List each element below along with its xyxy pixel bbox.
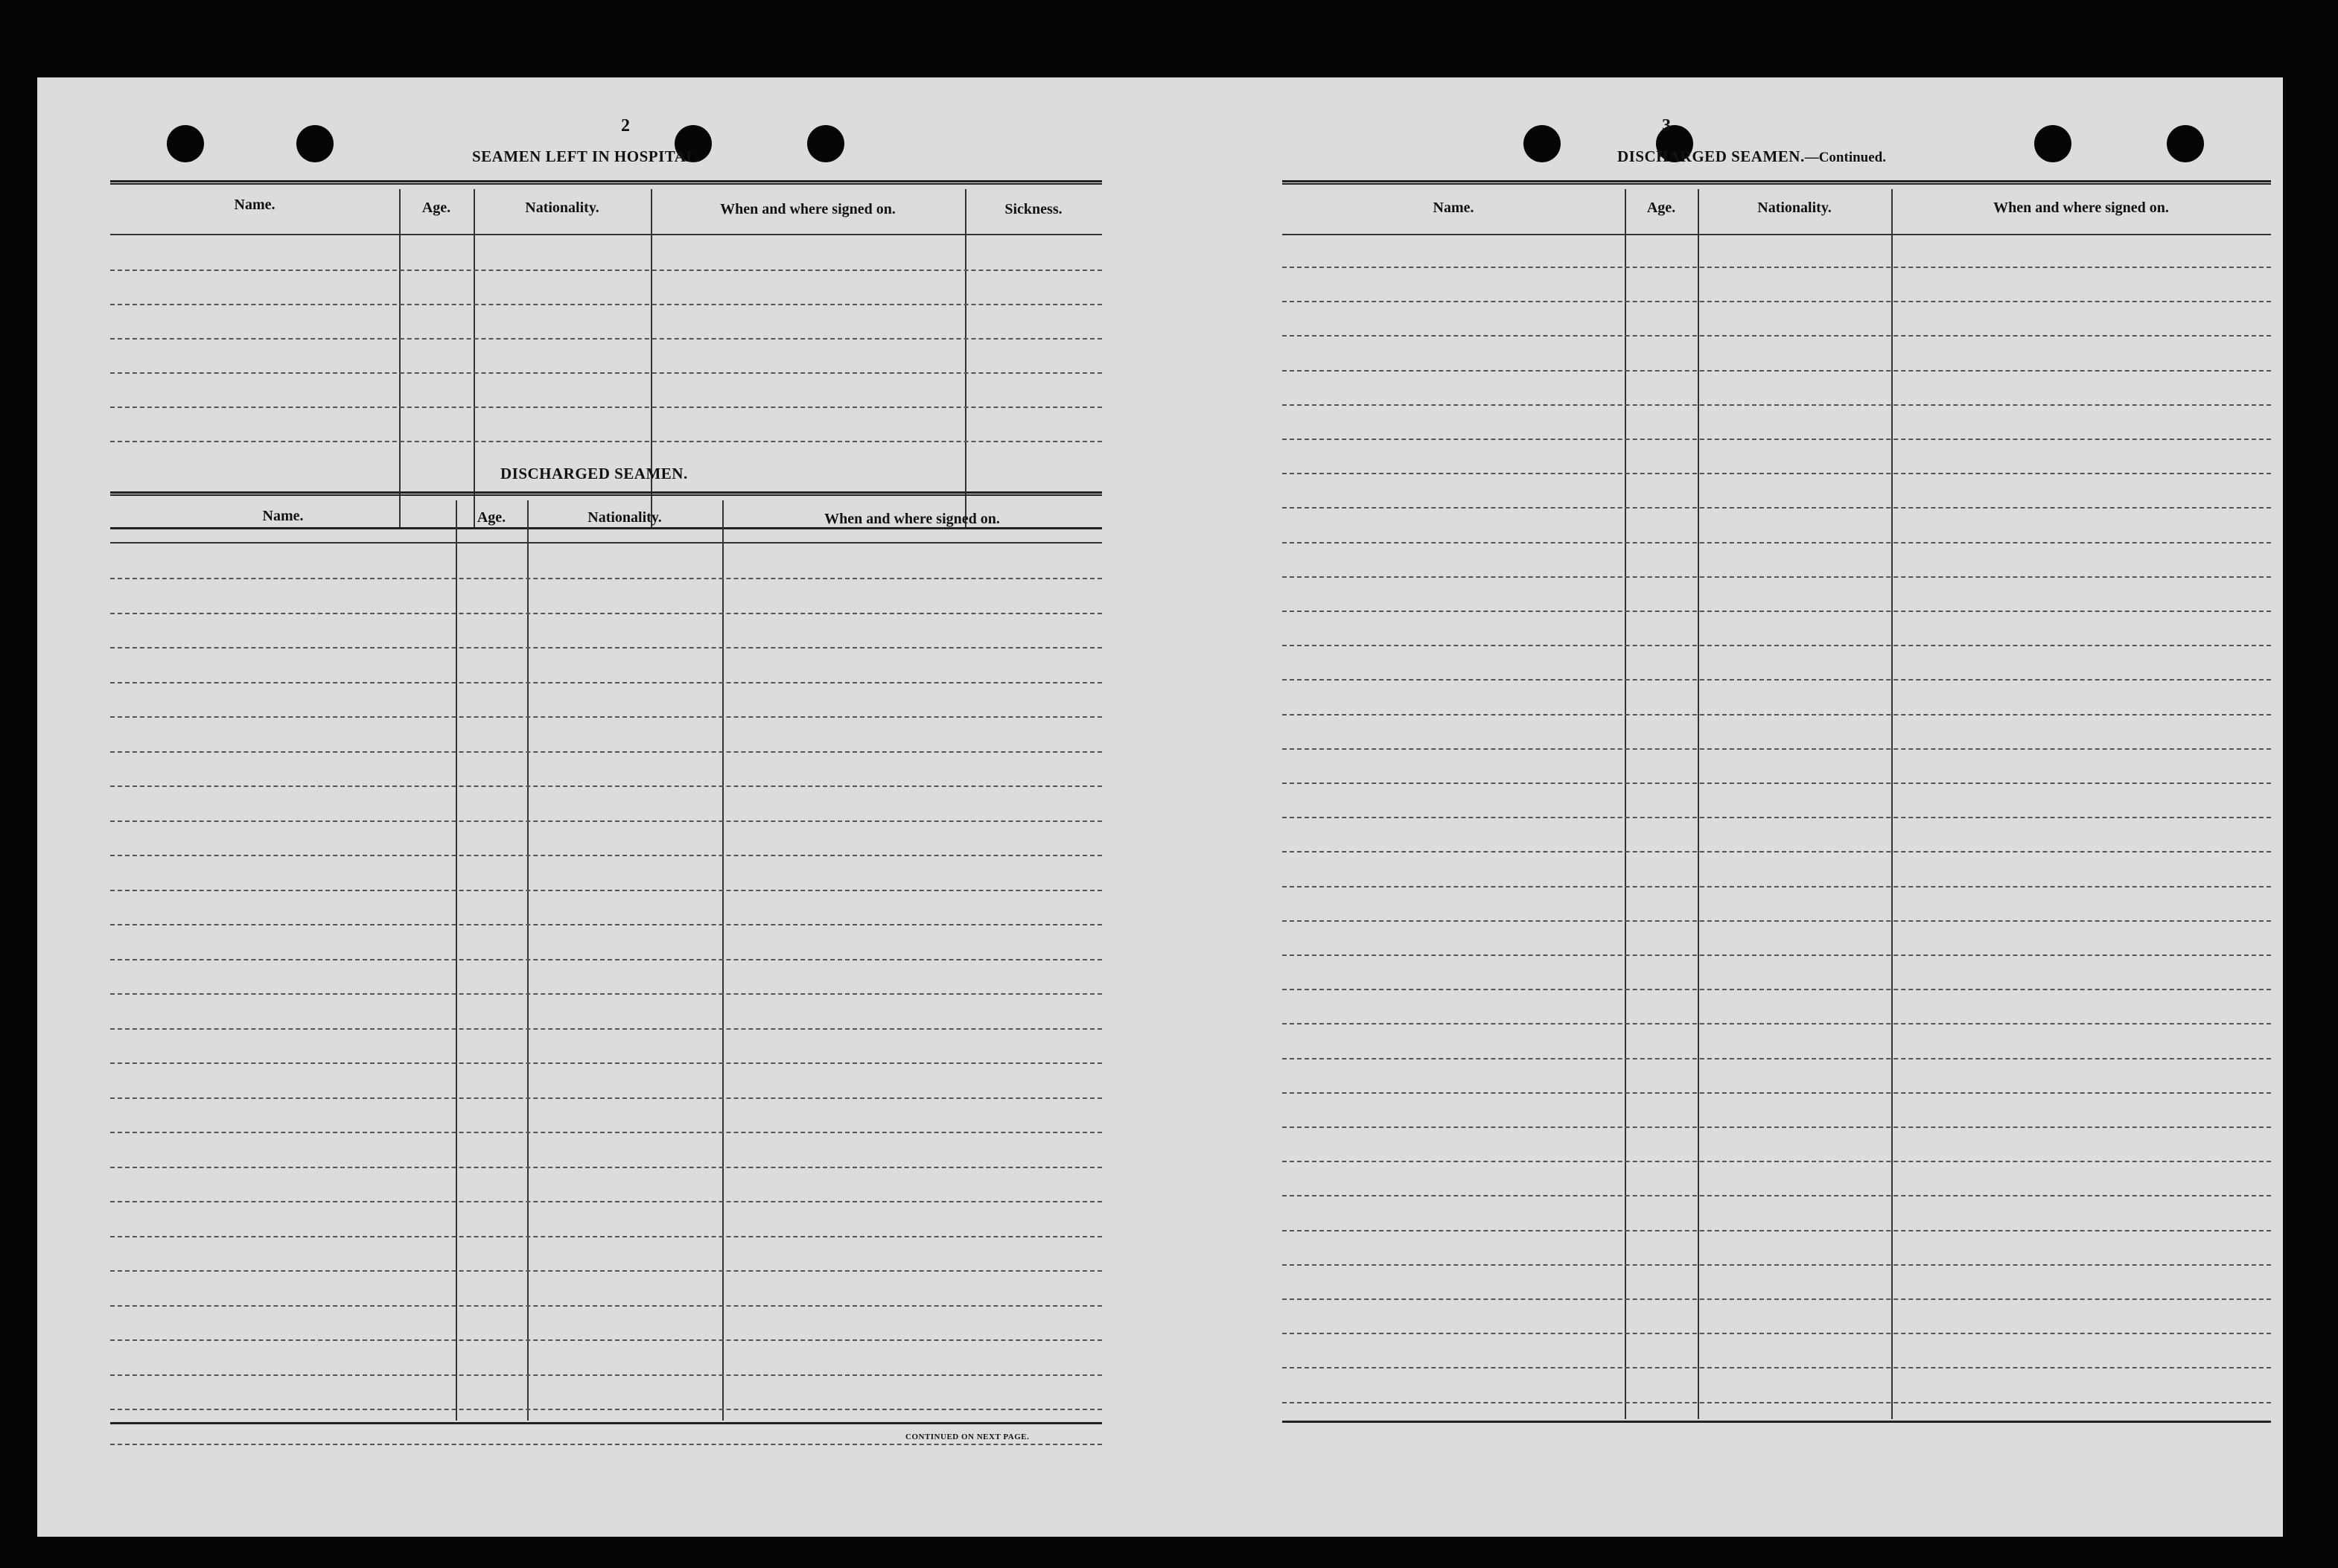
table-row bbox=[1282, 404, 2271, 406]
header-signed-on: When and where signed on. bbox=[824, 511, 1000, 527]
table-row bbox=[1282, 1126, 2271, 1128]
table-row bbox=[110, 1444, 1102, 1445]
table-row bbox=[1282, 1264, 2271, 1266]
left-page bbox=[37, 77, 1160, 1537]
table-row bbox=[110, 1201, 1102, 1202]
table-row bbox=[1282, 1161, 2271, 1162]
col-name bbox=[1282, 189, 1625, 1419]
table-row bbox=[110, 993, 1102, 995]
header-underline bbox=[110, 542, 1102, 544]
table-row bbox=[110, 751, 1102, 753]
table-row bbox=[110, 407, 1102, 408]
table-row bbox=[1282, 576, 2271, 578]
table-row bbox=[110, 682, 1102, 683]
title-rule bbox=[1282, 180, 2271, 185]
ledger-sheet bbox=[37, 77, 2283, 1537]
table-row bbox=[110, 372, 1102, 374]
table-row bbox=[1282, 1092, 2271, 1094]
col-signed-on bbox=[651, 189, 965, 529]
header-nationality: Nationality. bbox=[525, 200, 599, 216]
bottom-rule bbox=[1282, 1421, 2271, 1423]
table-row bbox=[110, 1374, 1102, 1376]
table-row bbox=[1282, 542, 2271, 544]
table-row bbox=[1282, 267, 2271, 268]
table-row bbox=[1282, 1333, 2271, 1334]
table-row bbox=[110, 613, 1102, 614]
header-age: Age. bbox=[421, 200, 451, 216]
table-row bbox=[1282, 645, 2271, 646]
table-row bbox=[110, 304, 1102, 305]
table-row bbox=[1282, 1023, 2271, 1024]
page-number: 2 bbox=[621, 116, 630, 136]
table-row bbox=[1282, 335, 2271, 337]
col-age bbox=[456, 500, 527, 1421]
table-row bbox=[110, 1097, 1102, 1099]
header-age: Age. bbox=[1646, 200, 1676, 216]
table-row bbox=[110, 1409, 1102, 1410]
table-row bbox=[1282, 817, 2271, 818]
table-row bbox=[110, 1339, 1102, 1341]
table-row bbox=[1282, 301, 2271, 302]
header-nationality: Nationality. bbox=[1757, 200, 1832, 216]
col-sickness bbox=[965, 189, 1102, 529]
table-row bbox=[1282, 851, 2271, 852]
col-signed-on bbox=[722, 500, 1102, 1421]
discharged-table bbox=[110, 500, 1102, 1421]
table-row bbox=[110, 1236, 1102, 1237]
table-row bbox=[1282, 1367, 2271, 1368]
punch-hole bbox=[2167, 125, 2204, 162]
bottom-rule bbox=[110, 1422, 1102, 1424]
punch-hole bbox=[807, 125, 844, 162]
table-row bbox=[110, 1305, 1102, 1307]
table-row bbox=[1282, 1230, 2271, 1231]
table-row bbox=[1282, 1058, 2271, 1059]
table-row bbox=[110, 270, 1102, 271]
table-row bbox=[110, 785, 1102, 787]
table-row bbox=[1282, 1195, 2271, 1196]
table-row bbox=[110, 820, 1102, 822]
table-row bbox=[1282, 1298, 2271, 1300]
right-page bbox=[1160, 77, 2283, 1537]
table-row bbox=[1282, 370, 2271, 372]
table-row bbox=[110, 1132, 1102, 1133]
table-row bbox=[1282, 714, 2271, 716]
discharged-section-title: DISCHARGED SEAMEN. bbox=[500, 465, 688, 482]
table-row bbox=[110, 1167, 1102, 1168]
table-row bbox=[1282, 439, 2271, 440]
title-rule bbox=[110, 491, 1102, 496]
header-name: Name. bbox=[262, 508, 304, 524]
punch-hole bbox=[1523, 125, 1561, 162]
col-age bbox=[399, 189, 474, 529]
table-row bbox=[1282, 507, 2271, 509]
header-name: Name. bbox=[234, 197, 275, 213]
table-row bbox=[1282, 989, 2271, 990]
header-signed-on: When and where signed on. bbox=[720, 201, 896, 217]
col-signed-on bbox=[1891, 189, 2271, 1419]
table-row bbox=[110, 855, 1102, 856]
punch-hole bbox=[2034, 125, 2071, 162]
col-age bbox=[1625, 189, 1698, 1419]
table-row bbox=[1282, 886, 2271, 887]
table-row bbox=[110, 890, 1102, 891]
table-row bbox=[1282, 783, 2271, 784]
discharged-continued-table bbox=[1282, 189, 2271, 1419]
table-row bbox=[110, 1028, 1102, 1030]
table-row bbox=[110, 959, 1102, 960]
title-suffix: —Continued. bbox=[1804, 150, 1886, 165]
table-row bbox=[110, 647, 1102, 648]
header-age: Age. bbox=[477, 509, 506, 526]
discharged-continued-title bbox=[1617, 147, 1886, 166]
page-number: 3 bbox=[1662, 116, 1671, 136]
punch-hole bbox=[167, 125, 204, 162]
hospital-section-title: SEAMEN LEFT IN HOSPITAL. bbox=[472, 147, 701, 165]
table-row bbox=[110, 716, 1102, 718]
table-row bbox=[110, 1270, 1102, 1272]
table-row bbox=[1282, 920, 2271, 922]
header-sickness: Sickness. bbox=[1004, 201, 1063, 217]
header-underline bbox=[110, 234, 1102, 235]
col-name bbox=[110, 189, 399, 529]
col-name bbox=[110, 500, 456, 1421]
table-row bbox=[1282, 679, 2271, 681]
table-row bbox=[1282, 748, 2271, 750]
header-nationality: Nationality. bbox=[587, 509, 662, 526]
table-row bbox=[1282, 1402, 2271, 1403]
table-row bbox=[1282, 611, 2271, 612]
header-name: Name. bbox=[1433, 200, 1474, 216]
table-row bbox=[1282, 473, 2271, 474]
table-row bbox=[1282, 954, 2271, 956]
punch-hole bbox=[296, 125, 334, 162]
header-underline bbox=[1282, 234, 2271, 235]
table-row bbox=[110, 578, 1102, 579]
table-row bbox=[110, 441, 1102, 442]
continued-note: CONTINUED ON NEXT PAGE. bbox=[905, 1432, 1030, 1441]
col-nationality bbox=[527, 500, 722, 1421]
title-main: DISCHARGED SEAMEN. bbox=[1617, 147, 1805, 165]
table-row bbox=[110, 924, 1102, 925]
table-row bbox=[110, 1062, 1102, 1064]
title-rule bbox=[110, 180, 1102, 185]
header-signed-on: When and where signed on. bbox=[1993, 200, 2169, 216]
col-nationality bbox=[1698, 189, 1891, 1419]
table-row bbox=[110, 338, 1102, 340]
